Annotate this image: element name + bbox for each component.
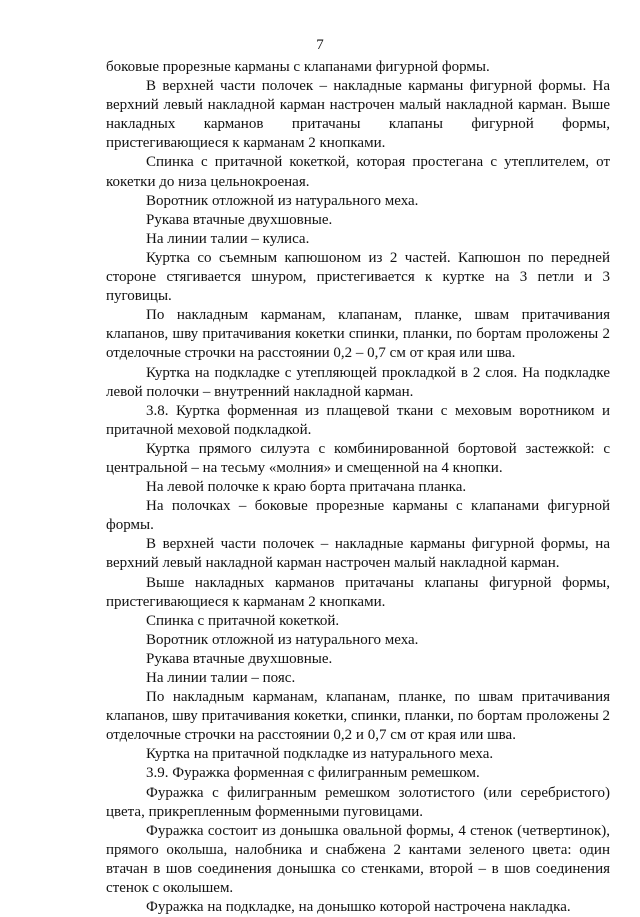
paragraph: Фуражка состоит из донышка овальной формы, 4 стенок (четвертинок), прямого околыша, налобника и снабжена 2 кантами зеленого цвета: один втачан в шов соединения донышка со стенками, второй – в шов соединения стенок с околышем. bbox=[106, 822, 610, 897]
page-number: 7 bbox=[316, 37, 324, 53]
paragraph: В верхней части полочек – накладные карманы фигурной формы, на верхний левый накладной карман настрочен малый накладной карман. bbox=[106, 536, 610, 572]
paragraph: Воротник отложной из натурального меха. bbox=[146, 631, 419, 648]
paragraph: Выше накладных карманов притачаны клапаны фигурной формы, пристегивающиеся к карманам 2 кнопками. bbox=[106, 574, 610, 610]
paragraph: На линии талии – пояс. bbox=[146, 670, 296, 686]
paragraph: Куртка на подкладке с утепляющей прокладкой в 2 слоя. На подкладке левой полочки – внутренний накладной карман. bbox=[106, 364, 610, 400]
paragraph: Куртка на притачной подкладке из натурального меха. bbox=[146, 746, 494, 763]
section-heading: 3.9. Фуражка форменная с филигранным ремешком. bbox=[146, 765, 480, 782]
paragraph: Воротник отложной из натурального меха. bbox=[146, 192, 419, 209]
paragraph: По накладным карманам, клапанам, планке, швам притачивания клапанов, шву притачивания кокетки спинки, планки, по бортам проложены 2 отделочные строчки на расстоянии 0,2 – 0,7 см от края или шва. bbox=[106, 307, 610, 362]
paragraph: В верхней части полочек – накладные карманы фигурной формы. На верхний левый накладной карман настрочен малый накладной карман. Выше накладных карманов притачаны клапаны фигурной формы, пристегивающиеся к карманам 2 кнопками. bbox=[106, 78, 610, 152]
paragraph: Куртка прямого силуэта с комбинированной бортовой застежкой: с центральной – на тесьму «молния» и смещенной на 4 кнопки. bbox=[106, 440, 610, 476]
paragraph: На линии талии – кулиса. bbox=[146, 230, 310, 247]
paragraph: Рукава втачные двухшовные. bbox=[146, 650, 333, 667]
document-body bbox=[106, 58, 610, 917]
paragraph: Фуражка на подкладке, на донышко которой настрочена накладка. bbox=[146, 899, 571, 916]
paragraph: По накладным карманам, клапанам, планке, по швам притачивания клапанов, шву притачивания кокетки, спинки, планки, по бортам проложены 2 отделочные строчки на расстоянии 0,2 и 0,7 см от края или шва. bbox=[106, 689, 610, 744]
paragraph: Рукава втачные двухшовные. bbox=[146, 211, 333, 228]
paragraph-continuation: боковые прорезные карманы с клапанами фигурной формы. bbox=[106, 59, 490, 75]
paragraph: Спинка с притачной кокеткой. bbox=[146, 612, 340, 629]
paragraph: На полочках – боковые прорезные карманы с клапанами фигурной формы. bbox=[106, 498, 610, 534]
paragraph: Куртка со съемным капюшоном из 2 частей. Капюшон по передней стороне стягивается шнуром, пристегивается к куртке на 3 петли и 3 пуговицы. bbox=[106, 249, 610, 305]
paragraph: На левой полочке к краю борта притачана планка. bbox=[146, 479, 467, 496]
paragraph: Фуражка с филигранным ремешком золотистого (или серебристого) цвета, прикрепленным форменными пуговицами. bbox=[106, 784, 610, 820]
section-heading: 3.8. Куртка форменная из плащевой ткани с меховым воротником и притачной меховой подкладкой. bbox=[106, 402, 610, 438]
paragraph: Спинка с притачной кокеткой, которая простегана с утеплителем, от кокетки до низа цельнокроеная. bbox=[106, 154, 610, 190]
